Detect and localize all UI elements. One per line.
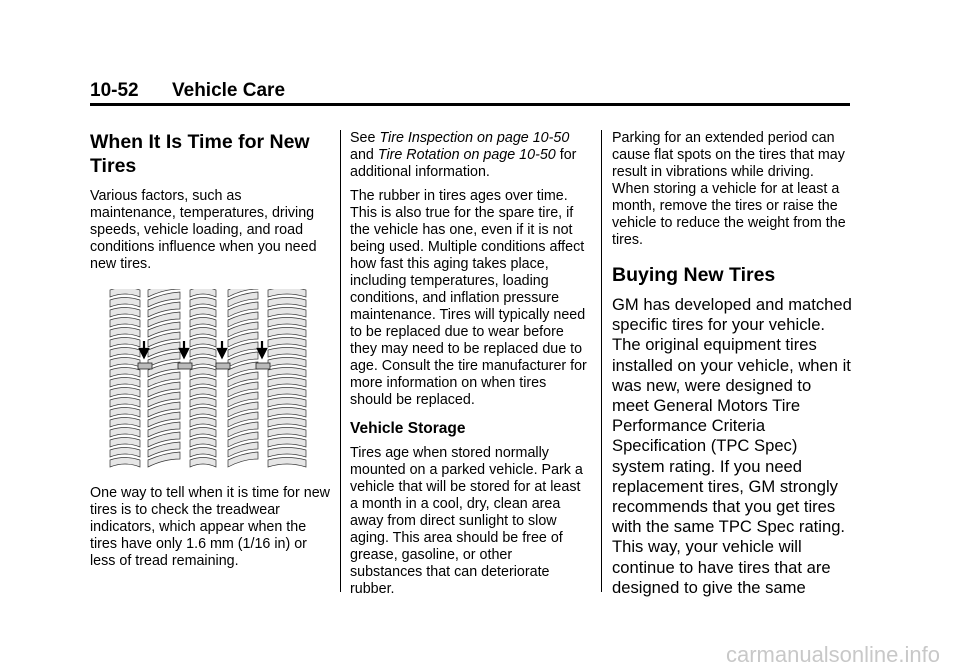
tread-block <box>110 378 140 388</box>
tread-block <box>110 388 140 398</box>
tread-block <box>268 328 306 338</box>
tread-block <box>268 418 306 428</box>
column-3 <box>612 130 852 605</box>
wear-bar <box>178 363 192 369</box>
tread-block <box>190 358 216 368</box>
header-rule <box>90 103 850 106</box>
section-heading-buying-tires: Buying New Tires <box>612 264 776 286</box>
tread-block <box>190 298 216 308</box>
text: for additional information. <box>350 147 577 180</box>
tread-block <box>268 448 306 458</box>
text: and <box>350 147 374 163</box>
tread-block <box>268 358 306 368</box>
tread-block <box>110 418 140 428</box>
indicator-arrow-icon <box>140 341 148 357</box>
tread-illustration <box>108 289 310 469</box>
tread-block <box>110 318 140 328</box>
indicator-arrow-icon <box>180 341 188 357</box>
tread-block <box>190 318 216 328</box>
paragraph: One way to tell when it is time for new tires is to check the treadwear indicators, which appear when the tires have only 1.6 mm (1/16 in) or less of tread remaining. <box>90 485 330 569</box>
watermark: carmanualsonline.info <box>725 642 940 667</box>
tread-block <box>190 378 216 388</box>
tread-block <box>268 368 306 378</box>
tread-block <box>268 388 306 398</box>
tread-block <box>268 338 306 348</box>
tread-block <box>268 428 306 438</box>
wear-bar <box>138 363 152 369</box>
wear-bar <box>256 363 270 369</box>
tread-block <box>190 398 216 408</box>
subheading-vehicle-storage: Vehicle Storage <box>350 420 466 437</box>
tread-block <box>190 458 216 468</box>
tread-block <box>110 358 140 368</box>
text: See <box>350 130 376 146</box>
tread-block <box>268 438 306 448</box>
tread-block <box>110 338 140 348</box>
tread-block <box>190 408 216 418</box>
tread-block <box>190 328 216 338</box>
tread-block <box>268 378 306 388</box>
tread-block <box>190 308 216 318</box>
tread-block <box>110 458 140 468</box>
paragraph: Tires age when stored normally mounted on a parked vehicle. Park a vehicle that will be stored for at least a month in a cool, dry, clean area away from direct sunlight to slow aging. This area should be free of grease, gasoline, or other substances that can deteriorate rubber. <box>350 445 583 597</box>
section-title: Vehicle Care <box>172 80 286 101</box>
link-tire-inspection[interactable]: Tire Inspection on page 10-50 <box>379 130 570 146</box>
tread-block <box>190 368 216 378</box>
column-1 <box>90 130 330 577</box>
tread-block <box>268 458 306 468</box>
tread-block <box>268 318 306 328</box>
tread-block <box>110 428 140 438</box>
tread-block <box>190 289 216 297</box>
paragraph <box>350 130 588 181</box>
tread-block <box>110 348 140 358</box>
tread-block <box>268 348 306 358</box>
tread-block <box>110 398 140 408</box>
tread-block <box>268 298 306 308</box>
section-heading-new-tires: When It Is Time for New Tires <box>90 131 310 177</box>
link-tire-rotation[interactable]: Tire Rotation on page 10-50 <box>377 147 556 163</box>
tread-block <box>110 438 140 448</box>
tread-block <box>268 398 306 408</box>
paragraph: GM has developed and matched specific tires for your vehicle. The original equipment tires installed on your vehicle, when it was new, were designed to meet General Motors Tire Performance Criteria Specification (TPC Spec) system rating. If you need replacement tires, GM strongly recommends that you get tires with the same TPC Spec rating. This way, your vehicle will continue to have tires that are designed to give the same <box>612 295 852 597</box>
tread-block <box>110 308 140 318</box>
tread-block <box>268 408 306 418</box>
tread-block <box>268 289 306 297</box>
tread-block <box>190 438 216 448</box>
tread-block <box>110 289 140 297</box>
paragraph: Parking for an extended period can cause flat spots on the tires that may result in vibrations while driving. When storing a vehicle for at least a month, remove the tires or raise the vehicle to reduce the weight from the tires. <box>612 130 846 248</box>
column-divider <box>340 130 341 592</box>
tread-block <box>110 368 140 378</box>
tread-block <box>190 348 216 358</box>
indicator-arrow-icon <box>218 341 226 357</box>
paragraph: Various factors, such as maintenance, temperatures, driving speeds, vehicle loading, and road conditions influence when you need new tires. <box>90 188 317 272</box>
tread-block <box>190 418 216 428</box>
column-2 <box>350 130 588 605</box>
page-number: 10-52 <box>90 80 139 101</box>
tread-block <box>190 448 216 458</box>
paragraph: The rubber in tires ages over time. This is also true for the spare tire, if the vehicle has one, even if it is not being used. Multiple conditions affect how fast this aging takes place, including temperatures, loading conditions, and inflation pressure maintenance. Tires will typically need to be replaced due to wear before they may need to be replaced due to age. Consult the tire manufacturer for more information on when tires should be replaced. <box>350 188 587 408</box>
tread-block <box>110 328 140 338</box>
tread-block <box>190 428 216 438</box>
tread-block <box>268 308 306 318</box>
tread-block <box>190 388 216 398</box>
wear-bar <box>216 363 230 369</box>
page-header <box>90 80 285 102</box>
treadwear-indicator-figure <box>108 289 310 469</box>
tread-block <box>110 408 140 418</box>
tread-block <box>110 448 140 458</box>
indicator-arrow-icon <box>258 341 266 357</box>
column-divider <box>601 130 602 592</box>
tread-block <box>110 298 140 308</box>
tread-block <box>190 338 216 348</box>
